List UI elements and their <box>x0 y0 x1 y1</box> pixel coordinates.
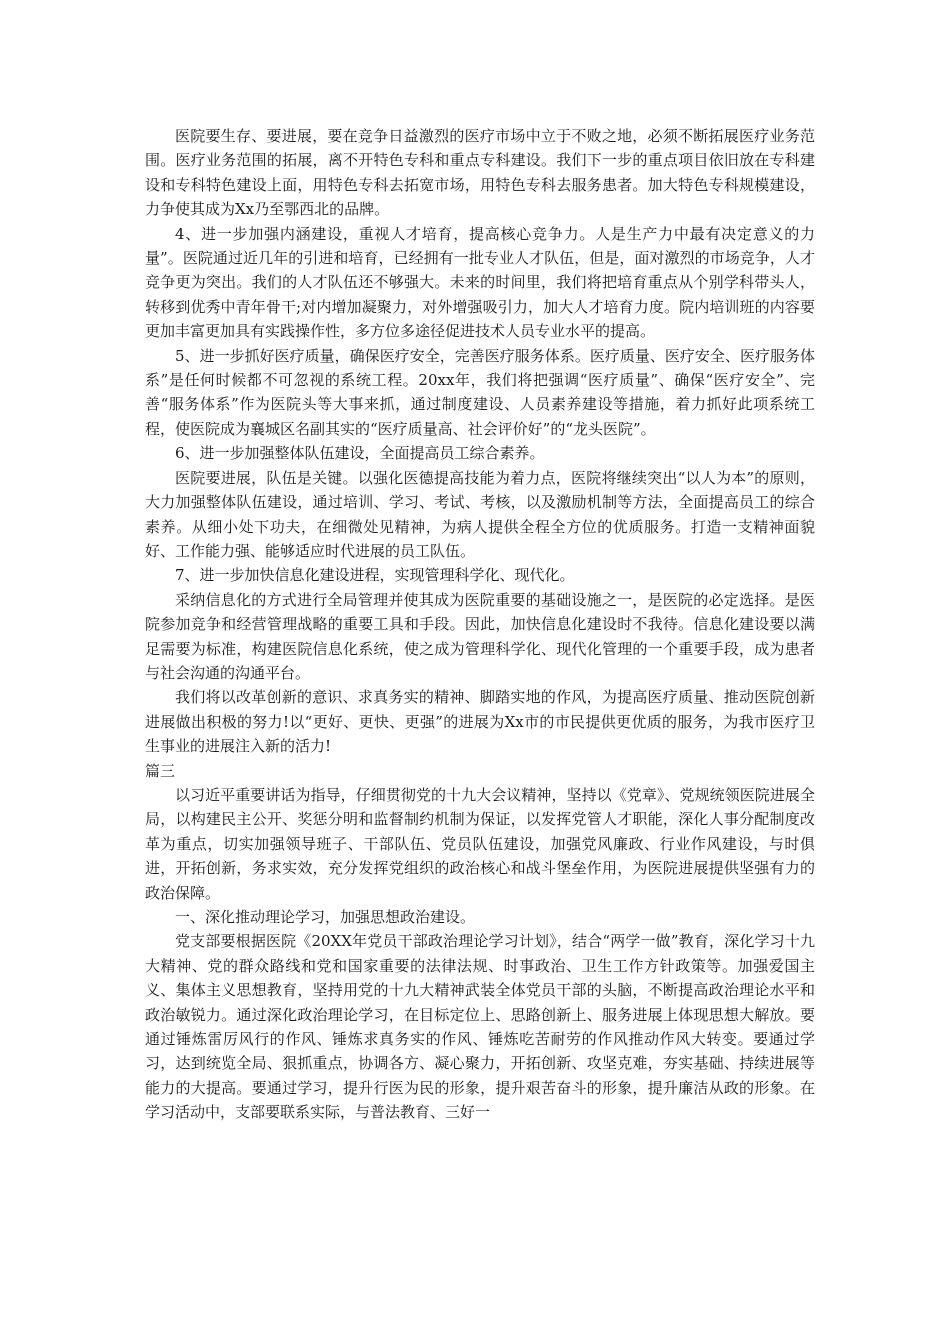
document-body <box>145 124 815 1125</box>
paragraph-conclusion: 我们将以改革创新的意识、求真务实的精神、脚踏实地的作风，为提高医疗质量、推动医院创新进展做出积极的努力!以“更好、更快、更强”的进展为Xx市的市民提供更优质的服务，为我市医疗卫生事业的进展注入新的活力! <box>145 688 815 756</box>
paragraph-team-building: 医院要进展，队伍是关键。以强化医德提高技能为着力点，医院将继续突出“以人为本”的原则，大力加强整体队伍建设，通过培训、学习、考试、考核，以及激励机制等方法，全面提高员工的综合素养。从细小处下功夫，在细微处见精神，为病人提供全程全方位的优质服务。打造一支精神面貌好、工作能力强、能够适应时代进展的员工队伍。 <box>145 468 815 560</box>
paragraph-theory-study-heading: 一、深化推动理论学习，加强思想政治建设。 <box>175 908 476 926</box>
paragraph-talent-cultivation: 4、进一步加强内涵建设，重视人才培育，提高核心竞争力。人是生产力中最有决定意义的力量”。医院通过近几年的引进和培育，已经拥有一批专业人才队伍，但是，面对激烈的市场竞争，人才竞争更为突出。我们的人才队伍还不够强大。未来的时间里，我们将把培育重点从个别学科带头人，转移到优秀中青年骨干;对内增加凝聚力，对外增强吸引力，加大人才培育力度。院内培训班的内容要更加丰富更加具有实践操作性，多方位多途径促进技术人员专业水平的提高。 <box>145 224 815 341</box>
section-heading-part-three: 篇三 <box>145 761 176 780</box>
paragraph-theory-study: 党支部要根据医院《20XX年党员干部政治理论学习计划》，结合“两学一做”教育，深化学习十九大精神、党的群众路线和党和国家重要的法律法规、时事政治、卫生工作方针政策等。加强爱国主义、集体主义思想教育，坚持用党的十九大精神武装全体党员干部的头脑，不断提高政治理论水平和政治敏锐力。通过深化政治理论学习，在目标定位上、思路创新上、服务进展上体现思想大解放。要通过锤炼雷厉风行的作风、锤炼求真务实的作风、锤炼吃苦耐劳的作风推动作风大转变。要通过学习，达到统览全局、狠抓重点，协调各方、凝心聚力，开拓创新、攻坚克难，夯实基础、持续进展等能力的大提高。要通过学习，提升行医为民的形象，提升艰苦奋斗的形象，提升廉洁从政的形象。在学习活动中，支部要联系实际，与普法教育、三好一 <box>145 932 815 1122</box>
paragraph-guiding-principles: 以习近平重要讲话为指导，仔细贯彻党的十九大会议精神，坚持以《党章》、党规统领医院进展全局，以构建民主公开、奖惩分明和监督制约机制为保证，以发挥党管人才职能，深化人事分配制度改革为重点，切实加强领导班子、干部队伍、党员队伍建设，加强党风廉政、行业作风建设，与时俱进，开拓创新，务求实效，充分发挥党组织的政治核心和战斗堡垒作用，为医院进展提供坚强有力的政治保障。 <box>145 785 815 902</box>
paragraph-informatization-heading: 7、进一步加快信息化建设进程，实现管理科学化、现代化。 <box>175 566 575 585</box>
paragraph-medical-quality: 5、进一步抓好医疗质量，确保医疗安全，完善医疗服务体系。医疗质量、医疗安全、医疗服务体系”是任何时候都不可忽视的系统工程。20xx年，我们将把强调“医疗质量”、确保“医疗安全”、完善“服务体系”作为医院头等大事来抓，通过制度建设、人员素养建设等措施，着力抓好此项系统工程，使医院成为襄城区名副其实的“医疗质量高、社会评价好”的“龙头医院”。 <box>145 346 815 438</box>
paragraph-informatization: 采纳信息化的方式进行全局管理并使其成为医院重要的基础设施之一，是医院的必定选择。是医院参加竞争和经营管理战略的重要工具和手段。因此，加快信息化建设时不我待。信息化建设要以满足需要为标准，构建医院信息化系统，使之成为管理科学化、现代化管理的一个重要手段，成为患者与社会沟通的沟通平台。 <box>145 590 815 682</box>
paragraph-specialty-development: 医院要生存、要进展，要在竞争日益激烈的医疗市场中立于不败之地，必须不断拓展医疗业务范围。医疗业务范围的拓展，离不开特色专科和重点专科建设。我们下一步的重点项目依旧放在专科建设和专科特色建设上面，用特色专科去拓宽市场，用特色专科去服务患者。加大特色专科规模建设，力争使其成为Xx乃至鄂西北的品牌。 <box>145 127 815 219</box>
paragraph-team-building-heading: 6、进一步加强整体队伍建设，全面提高员工综合素养。 <box>175 444 545 463</box>
